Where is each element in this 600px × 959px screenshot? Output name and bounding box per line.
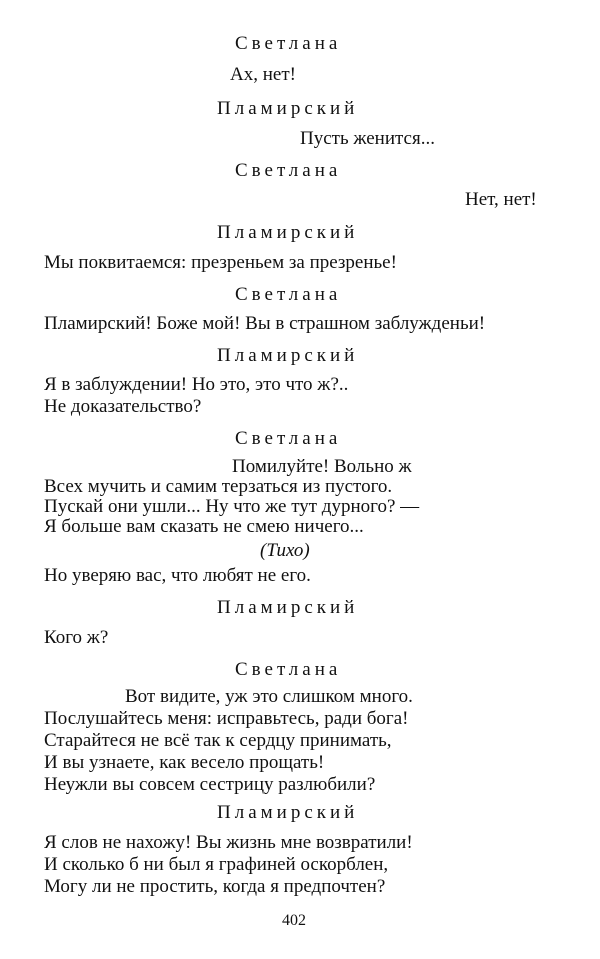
page-number: 402 bbox=[282, 912, 306, 929]
speaker-name: Пламирский bbox=[217, 597, 359, 618]
verse-line: Я в заблуждении! Но это, это что ж?.. bbox=[44, 374, 349, 395]
verse-line: Всех мучить и самим терзаться из пустого. bbox=[44, 476, 393, 497]
verse-line: Помилуйте! Вольно ж bbox=[232, 456, 412, 477]
verse-line: Послушайтесь меня: исправьтесь, ради бога! bbox=[44, 708, 409, 729]
speaker-name: Пламирский bbox=[217, 802, 359, 823]
verse-line: Мы поквитаемся: презреньем за презренье! bbox=[44, 252, 397, 273]
verse-line: Вот видите, уж это слишком много. bbox=[125, 686, 413, 707]
verse-line: Могу ли не простить, когда я предпочтен? bbox=[44, 876, 386, 897]
speaker-name: Пламирский bbox=[217, 98, 359, 119]
verse-line: И вы узнаете, как весело прощать! bbox=[44, 752, 325, 773]
verse-line: Пускай они ушли... Ну что же тут дурного? — bbox=[44, 496, 420, 517]
verse-line: Ах, нет! bbox=[230, 64, 296, 85]
verse-line: Но уверяю вас, что любят не его. bbox=[44, 565, 311, 586]
speaker-name: Светлана bbox=[235, 659, 342, 680]
speaker-name: Пламирский bbox=[217, 345, 359, 366]
speaker-name: Пламирский bbox=[217, 222, 359, 243]
verse-line: Старайтеся не всё так к сердцу принимать, bbox=[44, 730, 392, 751]
verse-line: Я больше вам сказать не смею ничего... bbox=[44, 516, 364, 537]
verse-line: Я слов не нахожу! Вы жизнь мне возвратили! bbox=[44, 832, 413, 853]
verse-line: Пусть женится... bbox=[300, 128, 435, 149]
speaker-name: Светлана bbox=[235, 428, 342, 449]
speaker-name: Светлана bbox=[235, 160, 342, 181]
verse-line: Неужли вы совсем сестрицу разлюбили? bbox=[44, 774, 376, 795]
verse-line: Пламирский! Боже мой! Вы в страшном заблужденьи! bbox=[44, 313, 486, 334]
verse-line: И сколько б ни был я графиней оскорблен, bbox=[44, 854, 389, 875]
verse-line: Кого ж? bbox=[44, 627, 109, 648]
verse-line: Нет, нет! bbox=[465, 189, 537, 210]
speaker-name: Светлана bbox=[235, 284, 342, 305]
verse-line: Не доказательство? bbox=[44, 396, 202, 417]
speaker-name: Светлана bbox=[235, 33, 342, 54]
stage-direction: (Тихо) bbox=[260, 540, 310, 561]
